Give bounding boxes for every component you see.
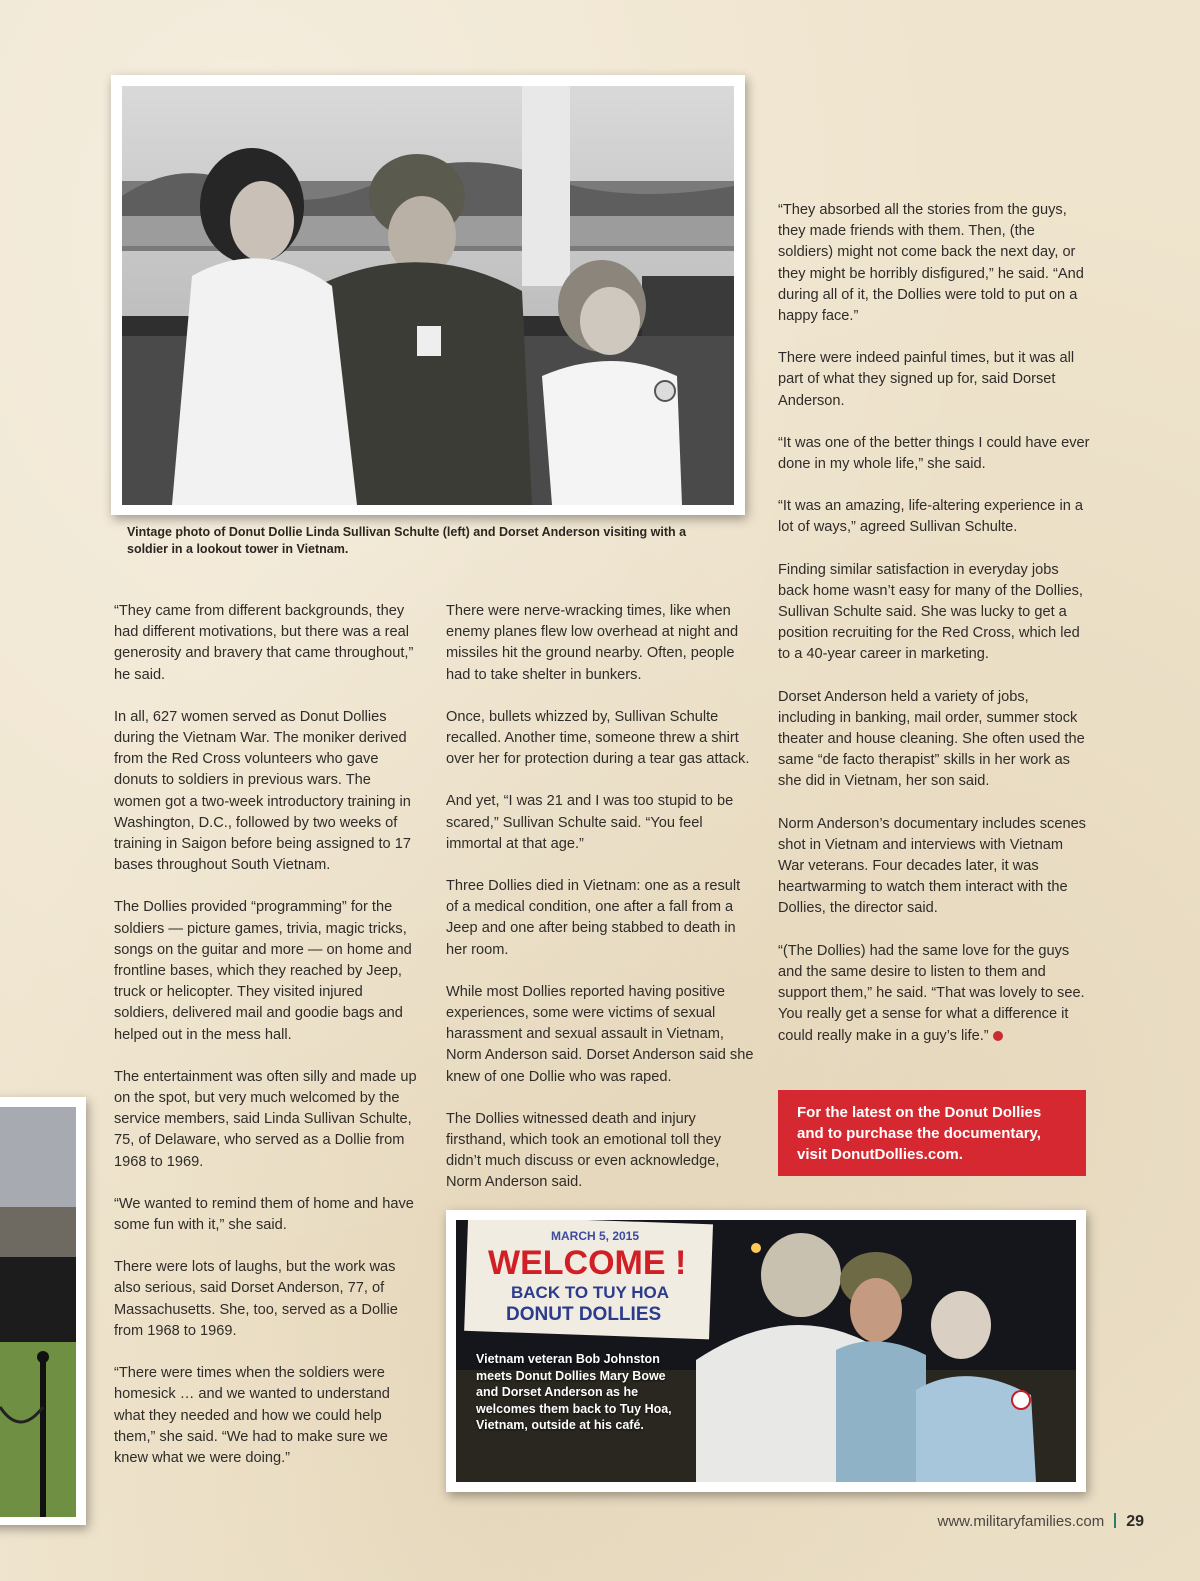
- cta-text: For the latest on the Donut Dollies and to purchase the documentary, visit DonutDollies.com.: [797, 1104, 1042, 1163]
- footer-url[interactable]: www.militaryfamilies.com: [937, 1513, 1105, 1530]
- paragraph: In all, 627 women served as Donut Dollies during the Vietnam War. The moniker derived from the Red Cross volunteers who gave donuts to soldiers in previous wars. The women got a two-week introductory training in Washington, D.C., followed by two weeks of training in Saigon before being assigned to 17 bases throughout South Vietnam.: [114, 708, 411, 874]
- article-column-1: [114, 601, 419, 1490]
- left-edge-photo-frame: [0, 1097, 86, 1525]
- paragraph: “We wanted to remind them of home and have some fun with it,” she said.: [114, 1195, 414, 1234]
- paragraph: There were nerve-wracking times, like when enemy planes flew low overhead at night and missiles hit the ground nearby. Often, people had to take shelter in bunkers.: [446, 603, 739, 683]
- closing-paragraph: [778, 941, 1090, 1047]
- end-mark-icon: [993, 1031, 1003, 1041]
- paragraph: While most Dollies reported having positive experiences, some were victims of sexual harassment and sexual assault in Vietnam, Norm Anderson said. Dorset Anderson said she knew of one Dollie who was raped.: [446, 983, 754, 1085]
- paragraph: Once, bullets whizzed by, Sullivan Schulte recalled. Another time, someone threw a shirt over her for protection during a tear gas attack.: [446, 708, 750, 768]
- sign-line-3: DONUT DOLLIES: [506, 1304, 662, 1325]
- sign-line-2: BACK TO TUY HOA: [511, 1283, 670, 1302]
- closing-text: “(The Dollies) had the same love for the guys and the same desire to listen to them and support them,” he said. “That was lovely to see. You really get a sense for what a difference it could really make in a guy’s life.”: [778, 942, 1085, 1044]
- page-footer: [938, 1513, 1144, 1531]
- paragraph: “It was an amazing, life-altering experience in a lot of ways,” agreed Sullivan Schulte.: [778, 498, 1084, 536]
- article-column-3: [778, 200, 1090, 1068]
- paragraph: Finding similar satisfaction in everyday jobs back home wasn’t easy for many of the Dollies, Sullivan Schulte said. She was lucky to get a position recruiting for the Red Cross, which led to a 40-year career in marketing.: [778, 561, 1083, 663]
- paragraph: The Dollies witnessed death and injury firsthand, which took an emotional toll they didn’t much discuss or even acknowledge, Norm Anderson said.: [446, 1110, 722, 1191]
- paragraph: “They came from different backgrounds, they had different motivations, but there was a real generosity and bravery that came throughout,” he said.: [114, 603, 414, 683]
- paragraph: The Dollies provided “programming” for the soldiers — picture games, trivia, magic tricks, songs on the guitar and more — on home and frontline bases, which they reached by Jeep, truck or helicopter. They visited injured soldiers, delivered mail and goodie bags and helped out in the mess hall.: [114, 899, 412, 1043]
- paragraph: “They absorbed all the stories from the guys, they made friends with them. Then, (the soldiers) might not come back the next day, or they might be horribly disfigured,” he said. “And during all of it, the Dollies were told to put on a happy face.”: [778, 202, 1084, 325]
- memorial-photo-image: [0, 1107, 76, 1517]
- paragraph: The entertainment was often silly and made up on the spot, but very much welcomed by the service members, said Linda Sullivan Schulte, 75, of Delaware, who served as a Dollie from 1968 to 1969.: [114, 1068, 417, 1170]
- paragraph: “There were times when the soldiers were homesick … and we wanted to understand what they needed and how we could help them,” she said. “We had to make sure we knew what we were doing.”: [114, 1365, 390, 1466]
- paragraph: Norm Anderson’s documentary includes scenes shot in Vietnam and interviews with Vietnam War veterans. Four decades later, it was heartwarming to watch them interact with the Dollies, the director said.: [778, 815, 1086, 917]
- top-photo-caption: Vintage photo of Donut Dollie Linda Sullivan Schulte (left) and Dorset Anderson visiting with a soldier in a lookout tower in Vietnam.: [127, 525, 687, 556]
- top-photo-frame: [111, 75, 745, 515]
- paragraph: There were indeed painful times, but it was all part of what they signed up for, said Dorset Anderson.: [778, 350, 1075, 409]
- sign-date: MARCH 5, 2015: [551, 1229, 640, 1243]
- paragraph: And yet, “I was 21 and I was too stupid to be scared,” Sullivan Schulte said. “You feel immortal at that age.”: [446, 793, 734, 852]
- cta-box: [778, 1090, 1086, 1176]
- memorial-photo: [0, 1107, 76, 1517]
- page-number: 29: [1126, 1513, 1144, 1530]
- footer-divider: [1114, 1513, 1116, 1528]
- vintage-photo-image: [122, 86, 734, 505]
- paragraph: Dorset Anderson held a variety of jobs, including in banking, mail order, summer stock theater and house cleaning. She often used the same “de facto therapist” skills in her work as she did in Vietnam, her son said.: [778, 688, 1085, 790]
- bottom-photo-caption: Vietnam veteran Bob Johnston meets Donut Dollies Mary Bowe and Dorset Anderson as he welcomes them back to Tuy Hoa, Vietnam, outside at his café.: [476, 1352, 672, 1432]
- vintage-photo: [122, 86, 734, 505]
- sign-welcome: WELCOME !: [488, 1244, 687, 1282]
- paragraph: “It was one of the better things I could have ever done in my whole life,” she said.: [778, 434, 1090, 473]
- article-column-2: [446, 601, 756, 1215]
- paragraph: There were lots of laughs, but the work was also serious, said Dorset Anderson, 77, of Massachusetts. She, too, served as a Dollie from 1968 to 1969.: [114, 1259, 398, 1339]
- paragraph: Three Dollies died in Vietnam: one as a result of a medical condition, one after a fall from a Jeep and one after being stabbed to death in her room.: [446, 878, 741, 958]
